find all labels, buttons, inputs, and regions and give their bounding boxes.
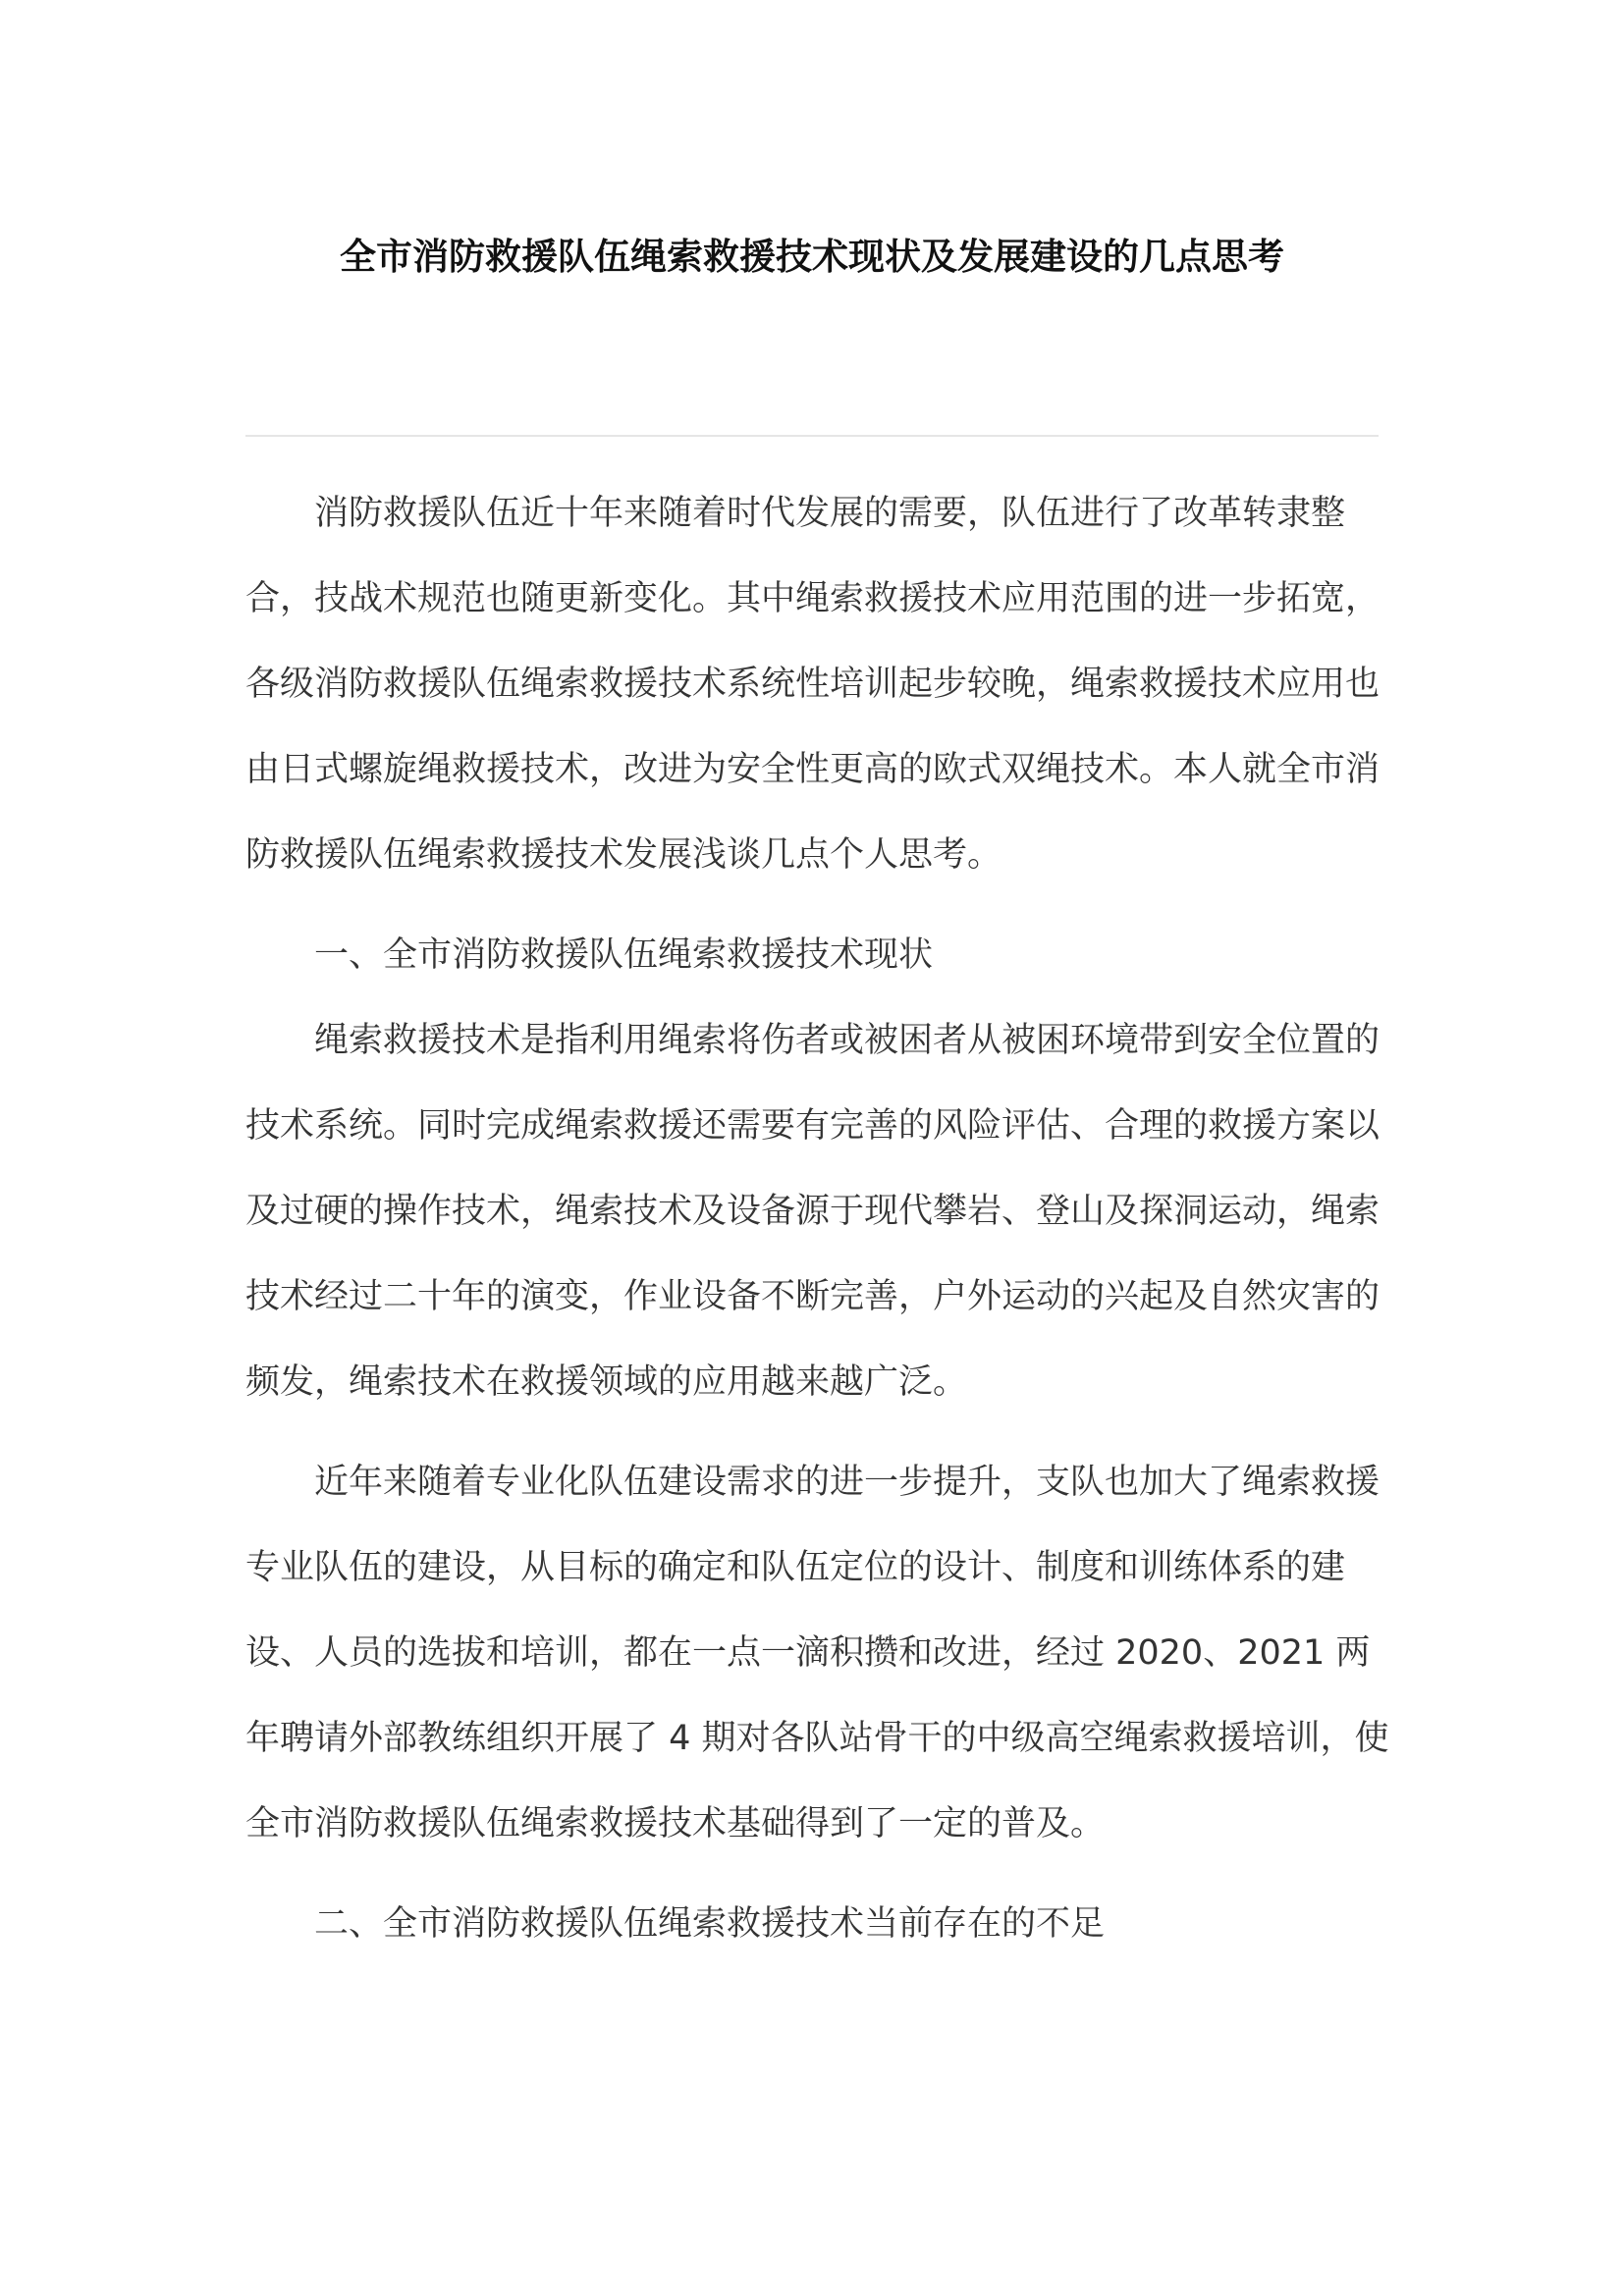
section-heading-1: 一、全市消防救援队伍绳索救援技术现状 — [314, 935, 934, 975]
intro-paragraph: 消防救援队伍近十年来随着时代发展的需要，队伍进行了改革转隶整合，技战术规范也随更新变化。其中绳索救援技术应用范围的进一步拓宽，各级消防救援队伍绳索救援技术系统性培训起步较晚，绳索救援技术应用也由日式螺旋绳救援技术，改进为安全性更高的欧式双绳技术。本人就全市消防救援队伍绳索救援技术发展浅谈几点个人思考。 — [245, 494, 1380, 875]
document-title: 全市消防救援队伍绳索救援技术现状及发展建设的几点思考 — [340, 235, 1284, 278]
document-body — [245, 471, 1394, 1967]
section-1-paragraph-2: 近年来随着专业化队伍建设需求的进一步提升，支队也加大了绳索救援专业队伍的建设，从目标的确定和队伍定位的设计、制度和训练体系的建设、人员的选拔和培训，都在一点一滴积攒和改进，经过 2020、2021 两年聘请外部教练组织开展了 4 期对各队站骨干的中级高空绳索救援培训，使全市消防救援队伍绳索救援技术基础得到了一定的普及。 — [245, 1463, 1389, 1843]
section-1-paragraph-1: 绳索救援技术是指利用绳索将伤者或被困者从被困环境带到安全位置的技术系统。同时完成绳索救援还需要有完善的风险评估、合理的救援方案以及过硬的操作技术，绳索技术及设备源于现代攀岩、登山及探洞运动，绳索技术经过二十年的演变，作业设备不断完善，户外运动的兴起及自然灾害的频发，绳索技术在救援领域的应用越来越广泛。 — [245, 1021, 1380, 1402]
section-heading-2: 二、全市消防救援队伍绳索救援技术当前存在的不足 — [314, 1904, 1106, 1944]
title-divider — [245, 435, 1379, 437]
